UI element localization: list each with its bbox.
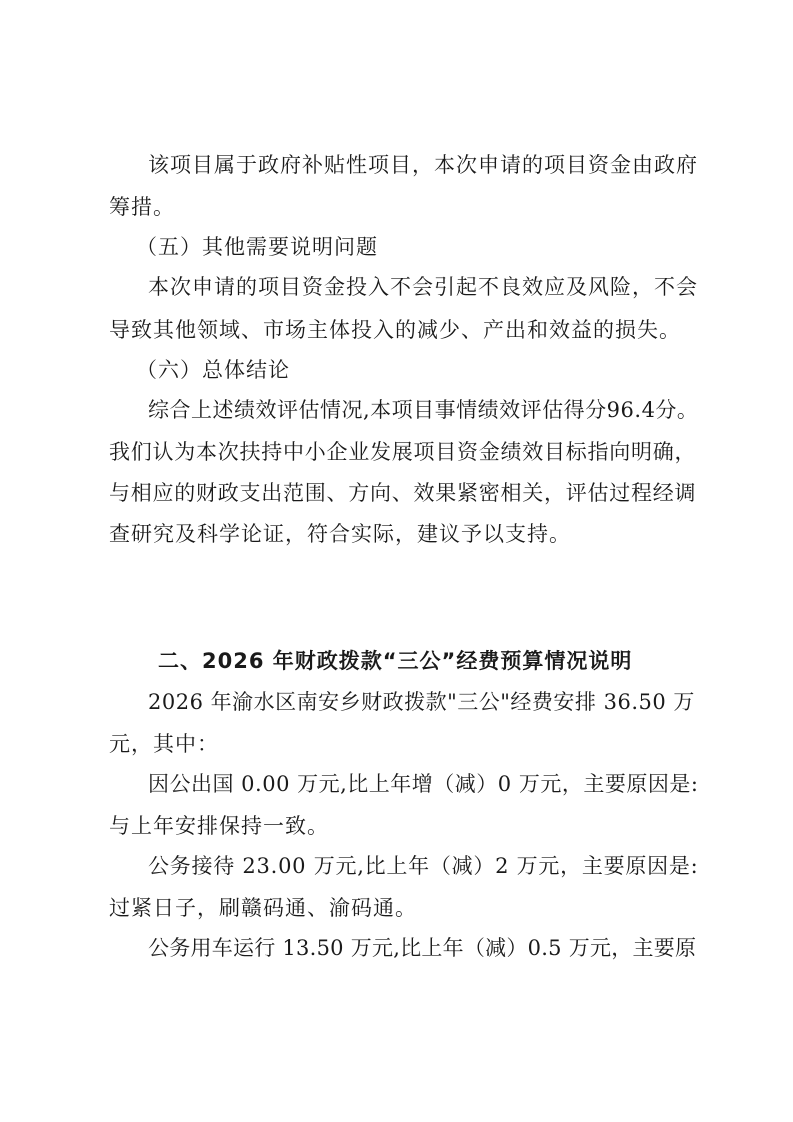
section-heading-three-public-expenses: 二、2026 年财政拨款“三公”经费预算情况说明	[158, 649, 633, 673]
paragraph-line: 因公出国 0.00 万元,比上年增（减）0 万元，主要原因是:	[148, 772, 699, 796]
paragraph-line: 我们认为本次扶持中小企业发展项目资金绩效目标指向明确，	[109, 440, 697, 464]
paragraph-line: 元，其中：	[109, 732, 219, 756]
section-heading-other: （五）其他需要说明问题	[136, 235, 378, 259]
paragraph-line: 公务接待 23.00 万元,比上年（减）2 万元，主要原因是:	[148, 854, 699, 878]
paragraph-line: 公务用车运行 13.50 万元,比上年（减）0.5 万元，主要原	[148, 936, 697, 960]
paragraph-line: 过紧日子，刷赣码通、渝码通。	[109, 896, 417, 920]
paragraph-line: 综合上述绩效评估情况,本项目事情绩效评估得分96.4分。	[148, 398, 699, 422]
paragraph-line: 筹措。	[109, 195, 175, 219]
paragraph-line: 本次申请的项目资金投入不会引起不良效应及风险，不会	[148, 275, 698, 299]
paragraph-line: 与上年安排保持一致。	[109, 814, 329, 838]
section-heading-conclusion: （六）总体结论	[136, 358, 290, 382]
paragraph-line: 查研究及科学论证，符合实际，建议予以支持。	[109, 522, 571, 546]
paragraph-line: 该项目属于政府补贴性项目，本次申请的项目资金由政府	[148, 153, 698, 177]
paragraph-line: 与相应的财政支出范围、方向、效果紧密相关，评估过程经调	[109, 481, 697, 505]
paragraph-line: 2026 年渝水区南安乡财政拨款"三公"经费安排 36.50 万	[148, 690, 695, 714]
paragraph-line: 导致其他领域、市场主体投入的减少、产出和效益的损失。	[109, 318, 681, 342]
